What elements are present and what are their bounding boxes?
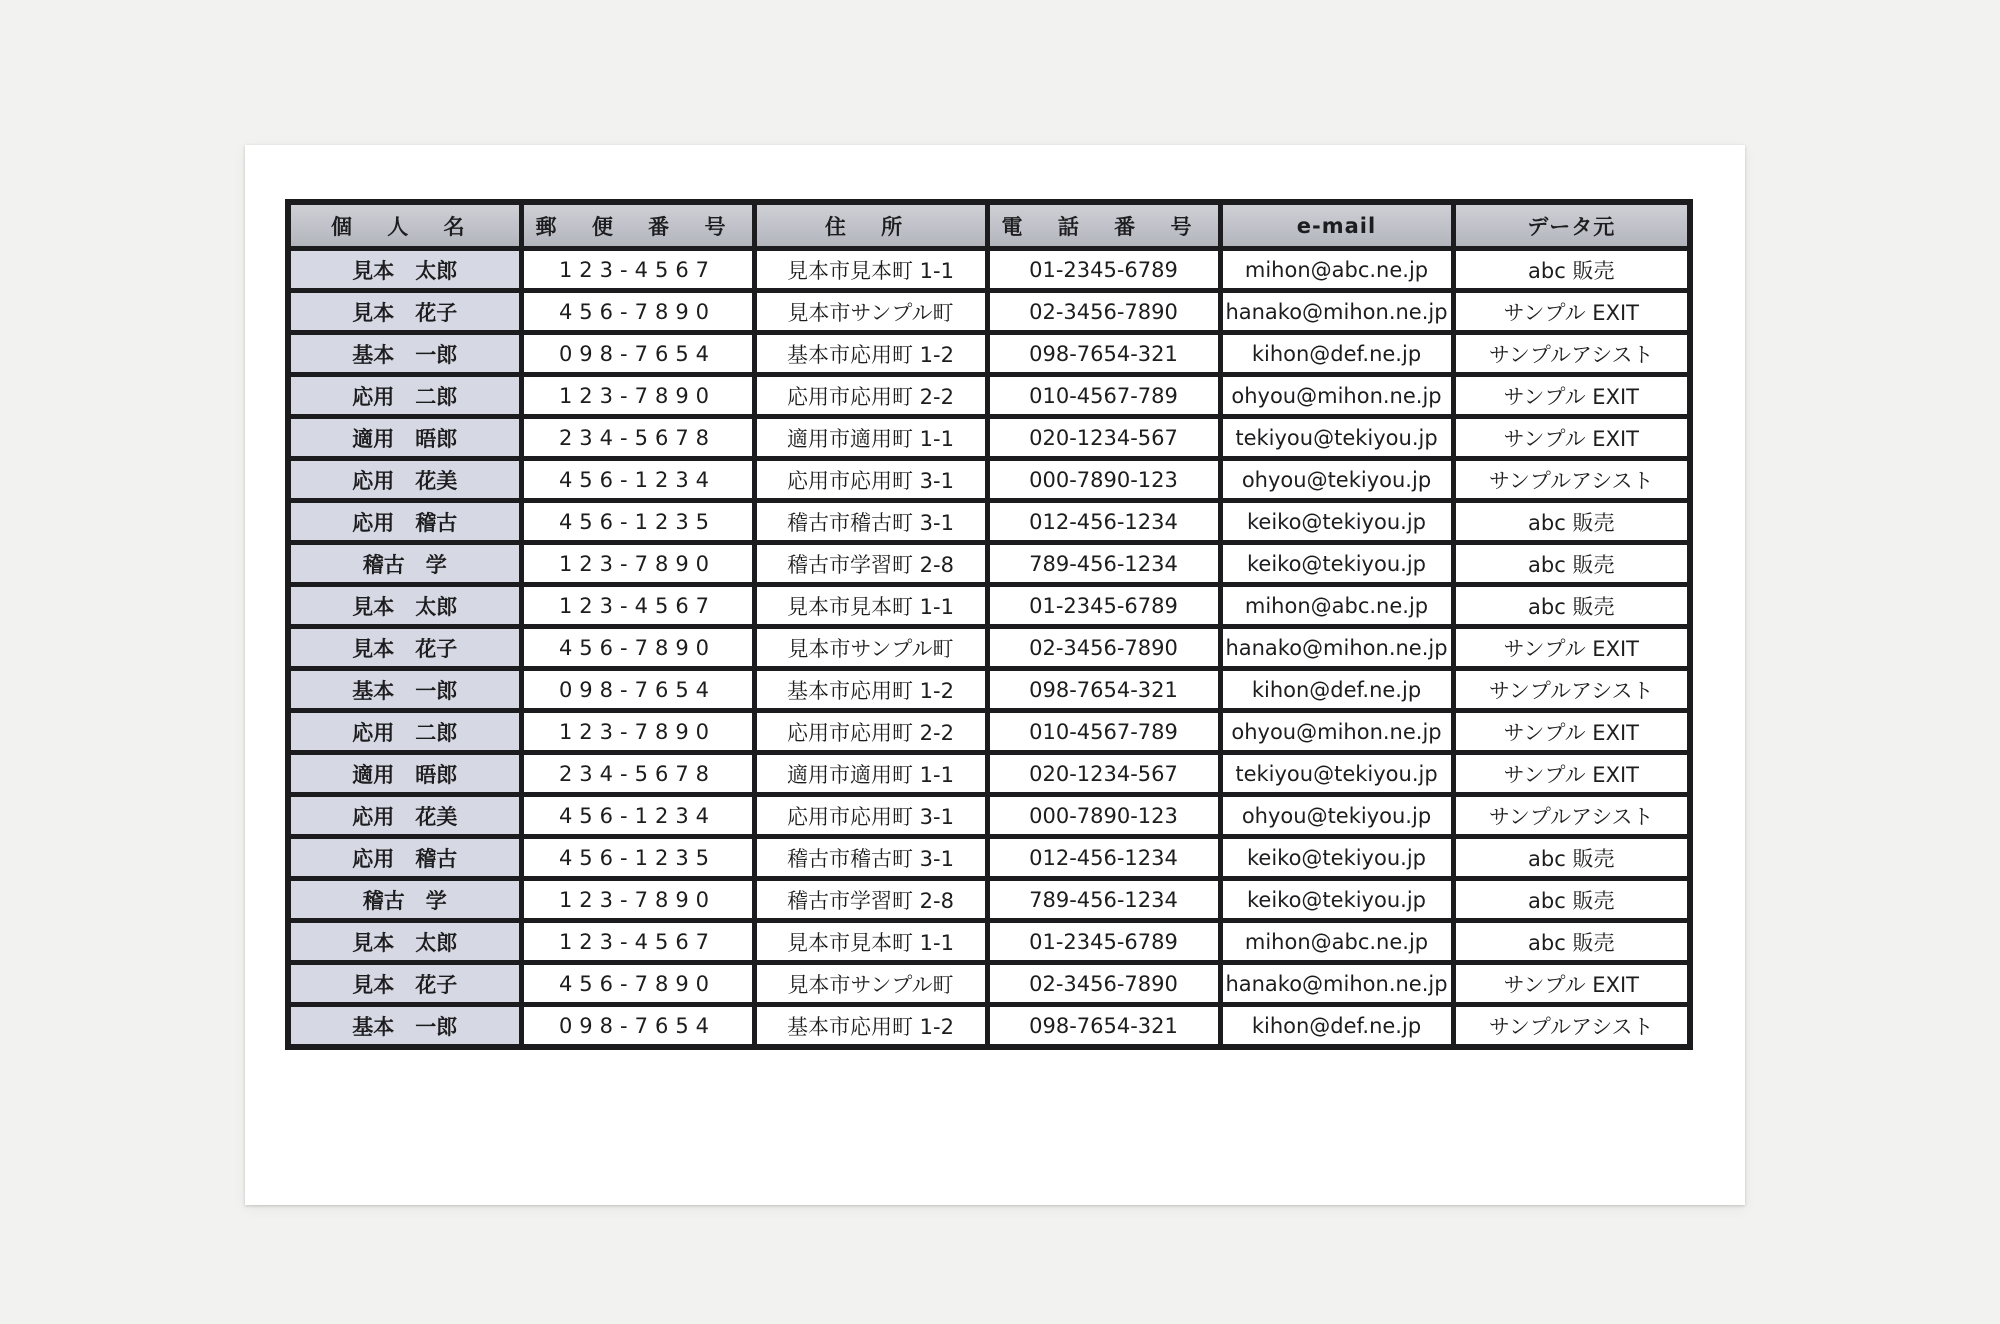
cell-name: 稽古 学 bbox=[288, 879, 521, 921]
cell-phone: 02-3456-7890 bbox=[987, 291, 1220, 333]
cell-phone: 789-456-1234 bbox=[987, 543, 1220, 585]
cell-address: 応用市応用町 2-2 bbox=[754, 711, 987, 753]
cell-phone: 01-2345-6789 bbox=[987, 921, 1220, 963]
cell-name: 応用 稽古 bbox=[288, 501, 521, 543]
cell-data-source: abc 販売 bbox=[1453, 837, 1690, 879]
cell-email: mihon@abc.ne.jp bbox=[1220, 249, 1453, 291]
cell-data-source: abc 販売 bbox=[1453, 921, 1690, 963]
cell-postal-code: 456-7890 bbox=[521, 291, 754, 333]
table-body bbox=[288, 249, 1690, 1048]
cell-data-source: サンプル EXIT bbox=[1453, 711, 1690, 753]
cell-email: hanako@mihon.ne.jp bbox=[1220, 291, 1453, 333]
cell-email: kihon@def.ne.jp bbox=[1220, 669, 1453, 711]
cell-email: kihon@def.ne.jp bbox=[1220, 1005, 1453, 1048]
cell-name: 応用 稽古 bbox=[288, 837, 521, 879]
cell-postal-code: 098-7654 bbox=[521, 333, 754, 375]
table-row bbox=[288, 669, 1690, 711]
table-row bbox=[288, 585, 1690, 627]
cell-postal-code: 123-7890 bbox=[521, 711, 754, 753]
table-row bbox=[288, 417, 1690, 459]
cell-address: 見本市見本町 1-1 bbox=[754, 921, 987, 963]
cell-address: 適用市適用町 1-1 bbox=[754, 417, 987, 459]
cell-postal-code: 456-1235 bbox=[521, 501, 754, 543]
cell-email: hanako@mihon.ne.jp bbox=[1220, 963, 1453, 1005]
cell-postal-code: 456-1234 bbox=[521, 795, 754, 837]
cell-email: kihon@def.ne.jp bbox=[1220, 333, 1453, 375]
table-row bbox=[288, 753, 1690, 795]
cell-email: tekiyou@tekiyou.jp bbox=[1220, 753, 1453, 795]
cell-name: 見本 花子 bbox=[288, 963, 521, 1005]
cell-data-source: abc 販売 bbox=[1453, 585, 1690, 627]
cell-data-source: abc 販売 bbox=[1453, 543, 1690, 585]
table-row bbox=[288, 879, 1690, 921]
cell-email: keiko@tekiyou.jp bbox=[1220, 879, 1453, 921]
table-row bbox=[288, 795, 1690, 837]
cell-name: 応用 花美 bbox=[288, 459, 521, 501]
cell-data-source: サンプルアシスト bbox=[1453, 1005, 1690, 1048]
cell-postal-code: 098-7654 bbox=[521, 669, 754, 711]
cell-phone: 02-3456-7890 bbox=[987, 627, 1220, 669]
cell-name: 適用 晤郎 bbox=[288, 417, 521, 459]
cell-email: keiko@tekiyou.jp bbox=[1220, 501, 1453, 543]
cell-name: 基本 一郎 bbox=[288, 669, 521, 711]
cell-address: 稽古市稽古町 3-1 bbox=[754, 501, 987, 543]
cell-address: 稽古市学習町 2-8 bbox=[754, 879, 987, 921]
cell-phone: 01-2345-6789 bbox=[987, 249, 1220, 291]
cell-data-source: abc 販売 bbox=[1453, 249, 1690, 291]
table-row bbox=[288, 921, 1690, 963]
paper-sheet bbox=[245, 145, 1745, 1205]
cell-email: mihon@abc.ne.jp bbox=[1220, 585, 1453, 627]
cell-postal-code: 123-7890 bbox=[521, 879, 754, 921]
cell-email: hanako@mihon.ne.jp bbox=[1220, 627, 1453, 669]
cell-data-source: サンプル EXIT bbox=[1453, 963, 1690, 1005]
cell-address: 見本市サンプル町 bbox=[754, 963, 987, 1005]
cell-phone: 789-456-1234 bbox=[987, 879, 1220, 921]
cell-address: 応用市応用町 3-1 bbox=[754, 795, 987, 837]
header-name: 個 人 名 bbox=[288, 202, 521, 249]
cell-postal-code: 234-5678 bbox=[521, 417, 754, 459]
header-data-source: データ元 bbox=[1453, 202, 1690, 249]
cell-address: 見本市見本町 1-1 bbox=[754, 585, 987, 627]
cell-postal-code: 123-7890 bbox=[521, 543, 754, 585]
cell-data-source: サンプルアシスト bbox=[1453, 333, 1690, 375]
table-row bbox=[288, 249, 1690, 291]
cell-data-source: abc 販売 bbox=[1453, 879, 1690, 921]
cell-postal-code: 456-7890 bbox=[521, 627, 754, 669]
cell-name: 稽古 学 bbox=[288, 543, 521, 585]
cell-address: 見本市サンプル町 bbox=[754, 291, 987, 333]
cell-email: keiko@tekiyou.jp bbox=[1220, 837, 1453, 879]
cell-phone: 012-456-1234 bbox=[987, 837, 1220, 879]
table-row bbox=[288, 291, 1690, 333]
table-row bbox=[288, 501, 1690, 543]
header-email: e-mail bbox=[1220, 202, 1453, 249]
cell-postal-code: 123-4567 bbox=[521, 921, 754, 963]
table-row bbox=[288, 543, 1690, 585]
table-row bbox=[288, 459, 1690, 501]
cell-postal-code: 456-1234 bbox=[521, 459, 754, 501]
table-row bbox=[288, 1005, 1690, 1048]
cell-email: ohyou@mihon.ne.jp bbox=[1220, 375, 1453, 417]
cell-phone: 020-1234-567 bbox=[987, 417, 1220, 459]
cell-phone: 01-2345-6789 bbox=[987, 585, 1220, 627]
table-row bbox=[288, 333, 1690, 375]
cell-name: 応用 二郎 bbox=[288, 711, 521, 753]
cell-address: 基本市応用町 1-2 bbox=[754, 1005, 987, 1048]
cell-name: 基本 一郎 bbox=[288, 1005, 521, 1048]
cell-data-source: サンプルアシスト bbox=[1453, 459, 1690, 501]
cell-email: mihon@abc.ne.jp bbox=[1220, 921, 1453, 963]
cell-address: 基本市応用町 1-2 bbox=[754, 333, 987, 375]
cell-address: 適用市適用町 1-1 bbox=[754, 753, 987, 795]
cell-phone: 098-7654-321 bbox=[987, 1005, 1220, 1048]
table-row bbox=[288, 711, 1690, 753]
cell-phone: 02-3456-7890 bbox=[987, 963, 1220, 1005]
cell-phone: 012-456-1234 bbox=[987, 501, 1220, 543]
cell-data-source: サンプル EXIT bbox=[1453, 627, 1690, 669]
cell-data-source: サンプル EXIT bbox=[1453, 753, 1690, 795]
cell-address: 応用市応用町 3-1 bbox=[754, 459, 987, 501]
cell-name: 見本 太郎 bbox=[288, 585, 521, 627]
cell-phone: 098-7654-321 bbox=[987, 333, 1220, 375]
cell-name: 適用 晤郎 bbox=[288, 753, 521, 795]
cell-name: 見本 太郎 bbox=[288, 921, 521, 963]
cell-email: ohyou@mihon.ne.jp bbox=[1220, 711, 1453, 753]
cell-data-source: サンプル EXIT bbox=[1453, 291, 1690, 333]
cell-postal-code: 123-7890 bbox=[521, 375, 754, 417]
cell-phone: 098-7654-321 bbox=[987, 669, 1220, 711]
cell-postal-code: 123-4567 bbox=[521, 249, 754, 291]
cell-address: 稽古市稽古町 3-1 bbox=[754, 837, 987, 879]
cell-postal-code: 098-7654 bbox=[521, 1005, 754, 1048]
cell-address: 稽古市学習町 2-8 bbox=[754, 543, 987, 585]
cell-name: 見本 花子 bbox=[288, 627, 521, 669]
cell-name: 応用 二郎 bbox=[288, 375, 521, 417]
cell-postal-code: 456-7890 bbox=[521, 963, 754, 1005]
cell-email: keiko@tekiyou.jp bbox=[1220, 543, 1453, 585]
table-row bbox=[288, 375, 1690, 417]
cell-address: 見本市見本町 1-1 bbox=[754, 249, 987, 291]
contact-table bbox=[285, 199, 1693, 1050]
table-row bbox=[288, 963, 1690, 1005]
header-row bbox=[288, 202, 1690, 249]
header-postal-code: 郵 便 番 号 bbox=[521, 202, 754, 249]
cell-name: 見本 花子 bbox=[288, 291, 521, 333]
cell-address: 基本市応用町 1-2 bbox=[754, 669, 987, 711]
header-address: 住 所 bbox=[754, 202, 987, 249]
cell-postal-code: 234-5678 bbox=[521, 753, 754, 795]
cell-name: 応用 花美 bbox=[288, 795, 521, 837]
cell-data-source: サンプル EXIT bbox=[1453, 375, 1690, 417]
header-phone: 電 話 番 号 bbox=[987, 202, 1220, 249]
cell-name: 基本 一郎 bbox=[288, 333, 521, 375]
table-header bbox=[288, 202, 1690, 249]
cell-phone: 000-7890-123 bbox=[987, 795, 1220, 837]
cell-email: ohyou@tekiyou.jp bbox=[1220, 459, 1453, 501]
cell-phone: 010-4567-789 bbox=[987, 711, 1220, 753]
cell-postal-code: 456-1235 bbox=[521, 837, 754, 879]
cell-address: 応用市応用町 2-2 bbox=[754, 375, 987, 417]
cell-data-source: サンプルアシスト bbox=[1453, 795, 1690, 837]
cell-phone: 000-7890-123 bbox=[987, 459, 1220, 501]
cell-data-source: サンプルアシスト bbox=[1453, 669, 1690, 711]
cell-data-source: abc 販売 bbox=[1453, 501, 1690, 543]
cell-address: 見本市サンプル町 bbox=[754, 627, 987, 669]
cell-name: 見本 太郎 bbox=[288, 249, 521, 291]
cell-email: ohyou@tekiyou.jp bbox=[1220, 795, 1453, 837]
cell-phone: 010-4567-789 bbox=[987, 375, 1220, 417]
cell-email: tekiyou@tekiyou.jp bbox=[1220, 417, 1453, 459]
table-row bbox=[288, 837, 1690, 879]
table-row bbox=[288, 627, 1690, 669]
cell-phone: 020-1234-567 bbox=[987, 753, 1220, 795]
cell-data-source: サンプル EXIT bbox=[1453, 417, 1690, 459]
cell-postal-code: 123-4567 bbox=[521, 585, 754, 627]
